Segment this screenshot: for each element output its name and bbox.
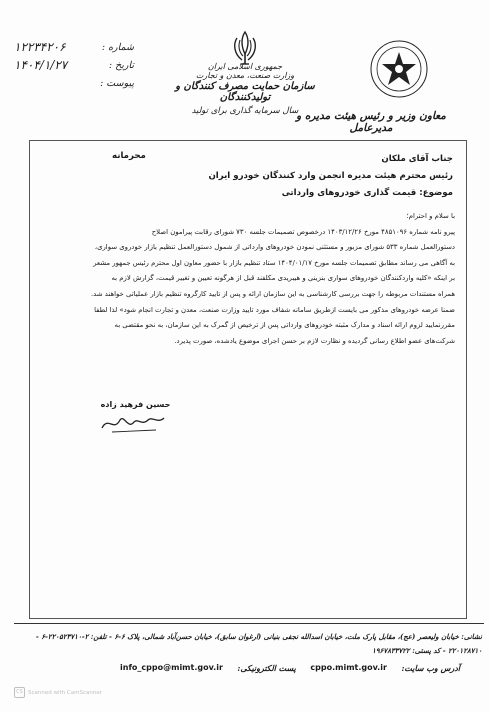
body-line: مقررنمایید لزوم ارائه اسناد و مدارک مثبته خودروهای وارداتی پس از ترخیص از گمرک به این سازمان، به نحو مقتضی به — [114, 321, 455, 330]
greeting: با سلام و احترام؛ — [406, 212, 455, 220]
signer-name: حسین فرهید زاده — [100, 400, 171, 409]
scanner-watermark — [14, 687, 102, 698]
body-line: پیرو نامه شماره ۴۸۵۱۰۹۶ مورخ ۱۴۰۳/۱۲/۲۶ درخصوص تصمیمات جلسه ۷۳۰ شورای رقابت پیرامون اصلاح — [151, 227, 455, 236]
organization-title: معاون وزیر و رئیس هیئت مدیره و مدیرعامل — [296, 110, 446, 134]
letter-meta — [14, 38, 134, 92]
government-header — [150, 62, 340, 116]
letter-subject: موضوع: قیمت گذاری خودروهای وارداتی — [281, 188, 453, 198]
recipient-block — [43, 151, 453, 202]
letter-body — [38, 209, 455, 349]
body-line: همراه مستندات مربوطه را جهت بررسی کارشناسی به این سازمان ارائه و پس از تایید کارگروه تنظیم بازار عملیاتی خواهند شد. — [90, 289, 455, 298]
website-address: cppo.mimt.gov.ir — [310, 663, 387, 672]
body-line: دستورالعمل شماره ۵۳۳ شورای مزبور و مستثنی نمودن خودروهای وارداتی از شمول دستورالعمل تنظیم بازار خودروی سواری، — [94, 243, 455, 252]
gov-line-1: جمهوری اسلامی ایران — [207, 62, 283, 71]
gov-line-2: وزارت صنعت، معدن و تجارت — [195, 71, 295, 80]
body-line: به آگاهی می رساند مطابق تصمیمات جلسه مورخ ۱۴۰۴/۰۱/۱۷ ستاد تنظیم بازار با حضور معاون اول محترم رئیس جمهور مشعر — [93, 258, 455, 267]
email-address: info_cppo@mimt.gov.ir — [120, 663, 223, 672]
attachment-label: پیوست : — [100, 77, 134, 89]
gov-line-3: سازمان حمایت مصرف کنندگان و تولیدکنندگان — [175, 81, 315, 103]
camscanner-icon: CS — [14, 687, 25, 698]
letter-number-value: ۱۲۲۳۴۲۰۶ — [14, 40, 66, 54]
footer-contacts — [120, 663, 460, 673]
body-line: بر اینکه «کلیه واردکنندگان خودروهای سواری بنزینی و هیبریدی مکلفند قبل از هرگونه تعیین و تغییر قیمت، گزارش لازم به — [111, 274, 455, 283]
letter-date-label: تاریخ : — [108, 59, 134, 71]
watermark-text: Scanned with CamScanner — [28, 689, 102, 696]
recipient-title: رئیس محترم هیئت مدیره انجمن وارد کنندگان خودرو ایران — [208, 171, 453, 181]
body-line: ضمنا عرضه خودروهای مذکور می بایست ازطریق سامانه شفاف مورد تایید وزارت صنعت، معدن و تجارت انجام شود» لذا لطفا — [94, 305, 455, 314]
classification-label: محرمانه — [112, 151, 146, 161]
website-label: آدرس وب سایت: — [401, 663, 460, 673]
organization-logo-icon — [368, 38, 430, 100]
gov-slogan: سال سرمایه گذاری برای تولید — [191, 106, 299, 116]
body-line: شرکت‌های عضو اطلاع رسانی گردیده و نظارت لازم بر حسن اجرای موضوع یادشده، صورت پذیرد. — [174, 336, 455, 345]
letter-date-value: ۱۴۰۴/۱/۲۷ — [14, 58, 68, 72]
signature-icon — [98, 410, 168, 436]
footer-address: نشانی: خیابان ولیعصر (عج)، مقابل پارک ملت، خیابان اسدالله نجفی بنیانی (ارغوان سابق)، خیابان حسن‌آباد شمالی، پلاک ۶-۶ - تلفن: ۲-۲۲۰۵۲۳۷۱۰-۶ - ۲۲۰۱۲۸۷۱۰ - کد پستی: ۱۹۶۷۸۳۳۷۲۲ — [35, 632, 482, 655]
recipient-name: جناب آقای ملکان — [381, 154, 453, 164]
letter-number-label: شماره : — [101, 41, 134, 53]
email-label: پست الکترونیکی: — [237, 663, 296, 673]
footer-divider — [14, 623, 484, 624]
